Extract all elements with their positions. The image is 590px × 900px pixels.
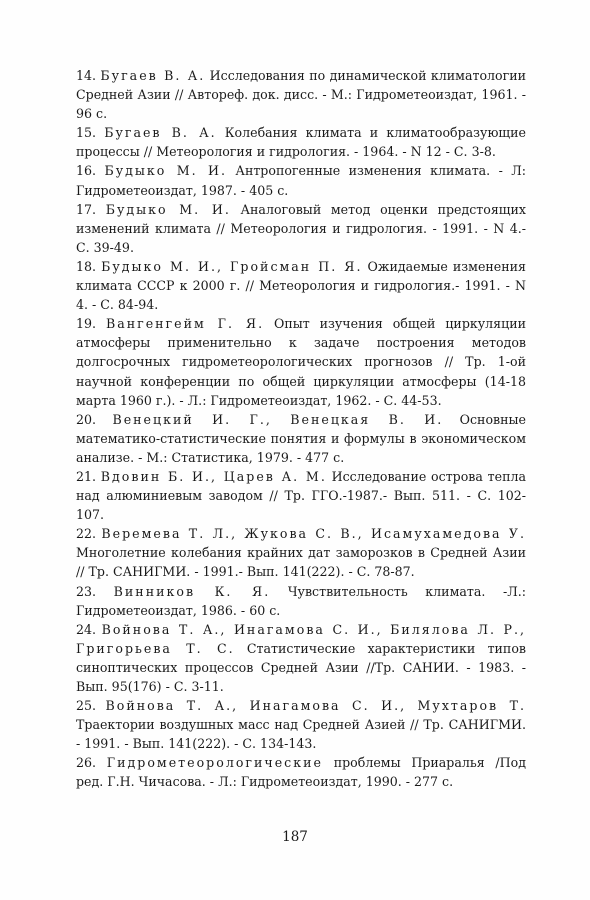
entry-author: Вдовин Б. И., Царев А. М. <box>100 468 327 484</box>
entry-text: Ожидаемые изменения климата СССР к 2000 г. // Метеорология и гидрология.- 1991. - N 4. - С. 84-94. <box>76 258 526 313</box>
bibliography-entry <box>76 524 526 581</box>
bibliography-entry <box>76 257 526 314</box>
entry-author: Войнова Т. А., Инагамова С. И., Билялова Л. Р., Григорьева Т. С. <box>76 621 526 656</box>
entry-number: 20. <box>76 411 97 427</box>
entry-number: 25. <box>76 698 97 714</box>
entry-number: 26. <box>76 755 97 771</box>
entry-text: Основные математико-статистические понятия и формулы в экономическом анализе. - М.: Статистика, 1979. - 477 с. <box>76 411 526 465</box>
entry-text: Траектории воздушных масс над Средней Азией // Тр. САНИГМИ. - 1991. - Вып. 141(222). - С. 134-143. <box>76 717 526 752</box>
entry-text: Аналоговый метод оценки предстоящих изменений климата // Метеорология и гидрология. - 1991. - N 4.- С. 39-49. <box>76 201 526 255</box>
entry-number: 24. <box>76 621 97 637</box>
entry-number: 23. <box>76 583 97 599</box>
entry-text: Опыт изучения общей циркуляции атмосферы применительно к задаче построения методов долгосрочных гидрометеорологических прогнозов // Тр. 1-ой научной конференции по общей циркуляции атмосферы (14-18 марта 1960 г.). - Л.: Гидрометеоиздат, 1962. - С. 44-53. <box>76 316 526 408</box>
entry-number: 17. <box>76 201 97 217</box>
entry-author: Войнова Т. А., Инагамова С. И., Мухтаров Т. <box>105 698 526 714</box>
entry-number: 19. <box>76 316 97 332</box>
bibliography-entry <box>76 696 526 753</box>
bibliography-entry <box>76 200 526 257</box>
bibliography-entry <box>76 467 526 524</box>
entry-number: 14. <box>76 68 97 83</box>
entry-author: Веремева Т. Л., Жукова С. В., Исамухамедова У. <box>101 526 526 542</box>
bibliography-entry <box>76 161 526 199</box>
entry-text: Статистические характеристики типов синоптических процессов Средней Азии //Тр. САНИИ. - 1983. - Вып. 95(176) - С. 3-11. <box>76 640 526 694</box>
page-number: 187 <box>282 829 308 845</box>
bibliography-entry <box>76 753 526 791</box>
entry-author: Венецкий И. Г., Венецкая В. И. <box>112 411 444 427</box>
entry-text: Исследование острова тепла над алюминиевым заводом // Тр. ГГО.-1987.- Вып. 511. - С. 102-107. <box>76 468 526 523</box>
entry-author: Будыко М. И. <box>105 201 231 217</box>
entry-number: 18. <box>76 258 97 274</box>
entry-text: проблемы Приаралья /Под ред. Г.Н. Чичасова. - Л.: Гидрометеоиздат, 1990. - 277 с. <box>76 755 526 790</box>
bibliography-entry <box>76 314 526 409</box>
bibliography-list <box>76 66 526 792</box>
entry-author: Вангенгейм Г. Я. <box>105 316 265 332</box>
entry-text: Антропогенные изменения климата. - Л: Гидрометеоиздат, 1987. - 405 с. <box>76 163 526 198</box>
entry-number: 16. <box>76 163 97 179</box>
entry-author: Будыко М. И. <box>104 163 228 179</box>
entry-text: Чувствительность климата. -Л.: Гидрометеоиздат, 1986. - 60 с. <box>76 583 526 618</box>
entry-author: Бугаев В. А. <box>100 68 206 83</box>
bibliography-entry <box>76 410 526 467</box>
entry-text: Исследования по динамической климатологии Средней Азии // Автореф. док. дисс. - М.: Гидрометеоиздат, 1961. - 96 с. <box>76 68 526 122</box>
bibliography-entry <box>76 66 526 123</box>
entry-number: 21. <box>76 468 97 484</box>
entry-number: 15. <box>76 125 97 141</box>
entry-author: Гидрометеорологические <box>106 755 323 771</box>
bibliography-entry <box>76 123 526 161</box>
entry-author: Винников К. Я. <box>113 583 271 599</box>
entry-author: Будыко М. И., Гройсман П. Я. <box>101 258 363 274</box>
entry-text: Многолетние колебания крайних дат заморозков в Средней Азии // Тр. САНИГМИ. - 1991.- Вып. 141(222). - С. 78-87. <box>76 545 526 580</box>
bibliography-entry <box>76 620 526 696</box>
entry-author: Бугаев В. А. <box>104 125 217 141</box>
entry-number: 22. <box>76 526 97 542</box>
entry-text: Колебания климата и климатообразующие процессы // Метеорология и гидрология. - 1964. - N 12 - С. 3-8. <box>76 125 526 160</box>
bibliography-entry <box>76 582 526 620</box>
